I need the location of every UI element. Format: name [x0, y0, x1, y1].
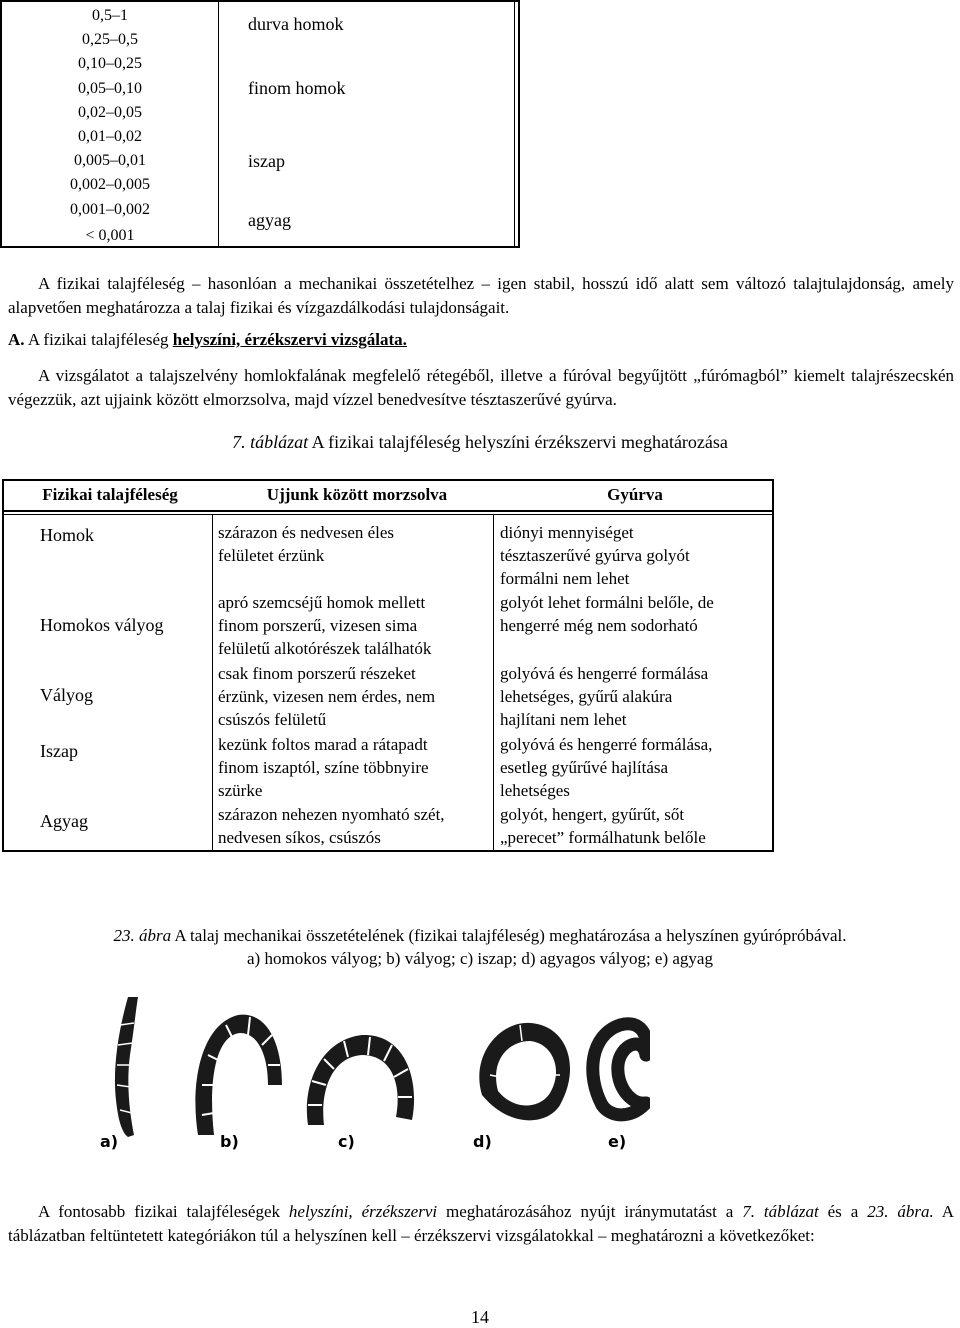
sample-c-illustration [307, 1035, 414, 1125]
grain-range: 0,002–0,005 [70, 176, 150, 193]
rubbed-cell [218, 662, 435, 731]
figure-label-a: a) [100, 1132, 119, 1151]
rubbed-cell [218, 803, 445, 849]
kneaded-cell [500, 662, 708, 731]
cell-line: felületet érzünk [218, 546, 325, 565]
sample-d-illustration [479, 1023, 570, 1120]
footer-text: A fontosabb fizikai talajféleségek [38, 1202, 280, 1221]
grain-range: 0,05–0,10 [78, 80, 142, 97]
figure-number: 23. ábra [113, 926, 172, 945]
table-divider [218, 2, 219, 246]
header-rubbed: Ujjunk között morzsolva [266, 485, 448, 504]
footer-text: és a [827, 1202, 859, 1221]
cell-line: érzünk, vizesen nem érdes, nem [218, 687, 436, 706]
soil-type: Homokos vályog [40, 615, 164, 635]
soil-texture-table [2, 479, 774, 852]
page-number: 14 [471, 1307, 489, 1327]
cell-line: apró szemcséjű homok mellett [218, 593, 426, 612]
column-rule [212, 514, 213, 850]
figure-label-d: d) [473, 1132, 492, 1151]
footer-paragraph [8, 1200, 954, 1248]
cell-line: finom porszerű, vizesen sima [218, 616, 418, 635]
cell-line: kezünk foltos marad a rátapadt [218, 735, 428, 754]
rubbed-cell [218, 733, 429, 802]
soil-type: Iszap [40, 741, 78, 761]
cell-line: felületű alkotórészek találhatók [218, 639, 432, 658]
grain-fraction: durva homok [248, 14, 344, 34]
cell-line: golyót, hengert, gyűrűt, sőt [500, 805, 685, 824]
footer-italic: 7. táblázat [742, 1202, 819, 1221]
cell-line: szárazon nehezen nyomható szét, [218, 805, 445, 824]
footer-italic: 23. ábra. [867, 1202, 934, 1221]
grain-fraction: finom homok [248, 78, 346, 98]
column-rule [493, 514, 494, 850]
section-title-bold: helyszíni, érzékszervi vizsgálata. [172, 330, 407, 349]
grain-range: 0,10–0,25 [78, 55, 142, 72]
grain-size-table [0, 0, 520, 248]
table-caption [0, 432, 960, 453]
cell-line: lehetséges, gyűrű alakúra [500, 687, 673, 706]
table-edge [514, 2, 515, 246]
header-rule [4, 514, 772, 515]
cell-line: finom iszaptól, színe többnyire [218, 758, 429, 777]
soil-type: Agyag [40, 811, 88, 831]
section-title-plain: A fizikai talajféleség [27, 330, 169, 349]
grain-range: 0,02–0,05 [78, 104, 142, 121]
footer-text: A táblázatban feltüntetett kategóriákon túl a helyszínen kell – érzékszervi vizsgálatokkal – meghatározni a következőket: [8, 1202, 954, 1245]
cell-line: hengerré még nem sodorható [500, 616, 698, 635]
figure-caption [0, 924, 960, 970]
kneaded-cell [500, 733, 712, 802]
section-label: A. [8, 330, 25, 349]
kneaded-cell [500, 803, 706, 849]
cell-line: tésztaszerűvé gyúrva golyót [500, 546, 690, 565]
figure-label-c: c) [338, 1132, 355, 1151]
header-kneaded: Gyúrva [607, 485, 663, 504]
cell-line: nedvesen síkos, csúszós [218, 828, 381, 847]
grain-range: 0,005–0,01 [74, 152, 146, 169]
rubbed-cell [218, 591, 431, 660]
sample-b-illustration [195, 1015, 282, 1135]
grain-fraction: agyag [248, 210, 291, 230]
figure-label-b: b) [220, 1132, 239, 1151]
grain-range: 0,001–0,002 [70, 201, 150, 218]
cell-line: csúszós felületű [218, 710, 327, 729]
cell-line: golyóvá és hengerré formálása [500, 664, 709, 683]
grain-range: 0,01–0,02 [78, 128, 142, 145]
table-number: 7. táblázat [232, 432, 309, 452]
kneaded-cell [500, 591, 714, 637]
cell-line: szürke [218, 781, 263, 800]
cell-line: esetleg gyűrűvé hajlítása [500, 758, 669, 777]
sample-e-illustration [593, 1024, 647, 1115]
soil-type: Vályog [40, 685, 93, 705]
figure-caption-line1: A talaj mechanikai összetételének (fizikai talajféleség) meghatározása a helyszínen gyúrópróbával. [174, 926, 847, 945]
cell-line: csak finom porszerű részeket [218, 664, 416, 683]
grain-fraction: iszap [248, 151, 285, 171]
soil-type: Homok [40, 525, 94, 545]
grain-range: < 0,001 [85, 227, 135, 244]
rubbed-cell [218, 521, 394, 567]
footer-italic: helyszíni, érzékszervi [288, 1202, 438, 1221]
kneaded-cell [500, 521, 690, 590]
cell-line: „perecet” formálhatunk belőle [500, 828, 706, 847]
cell-line: lehetséges [500, 781, 570, 800]
grain-range: 0,5–1 [92, 7, 128, 24]
cell-line: hajlítani nem lehet [500, 710, 627, 729]
intro-paragraph [8, 272, 954, 320]
sample-a-illustration [115, 997, 138, 1137]
table-caption-text: A fizikai talajféleség helyszíni érzékszervi meghatározása [311, 432, 728, 452]
header-rule [4, 510, 772, 512]
method-paragraph [8, 364, 954, 412]
cell-line: golyót lehet formálni belőle, de [500, 593, 714, 612]
figure-label-e: e) [608, 1132, 627, 1151]
cell-line: szárazon és nedvesen éles [218, 523, 395, 542]
grain-range: 0,25–0,5 [82, 31, 138, 48]
intro-text: A fizikai talajféleség – hasonlóan a mechanikai összetételhez – igen stabil, hosszú idő alatt sem változó talajtulajdonság, amely alapvetően meghatározza a talaj fizikai és vízgazdálkodási tulajdonságait. [8, 274, 954, 317]
kneading-test-illustration [90, 985, 650, 1155]
footer-text: meghatározásához nyújt iránymutatást a [446, 1202, 734, 1221]
section-heading [8, 330, 407, 350]
cell-line: golyóvá és hengerré formálása, [500, 735, 713, 754]
header-soil-type: Fizikai talajféleség [42, 485, 178, 504]
cell-line: formálni nem lehet [500, 569, 630, 588]
cell-line: diónyi mennyiséget [500, 523, 634, 542]
method-text: A vizsgálatot a talajszelvény homlokfalának megfelelő rétegéből, illetve a fúróval begyűjtött „fúrómagból” kiemelt talajrészecskén végezzük, azt ujjaink között elmorzsolva, majd vízzel benedvesítve tésztaszerűvé gyúrva. [8, 366, 954, 409]
figure-caption-line2: a) homokos vályog; b) vályog; c) iszap; d) agyagos vályog; e) agyag [247, 949, 713, 968]
